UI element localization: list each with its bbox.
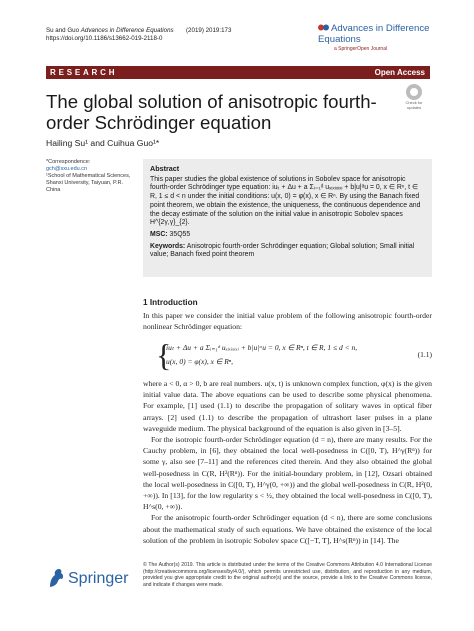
- keywords-line: [150, 243, 425, 260]
- correspondence-email[interactable]: gch@sxu.edu.cn: [46, 166, 88, 172]
- intro-p4-text: For the anisotropic fourth-order Schrödinger equation (d < n), there are some conclusions about the mathematical study of such equations. We have obtained the existence of the local solution of the problem in isotropic Sobolev space C([−T, T], H^s(Rⁿ)) in [14]. The: [143, 513, 432, 545]
- license-text: © The Author(s) 2019. This article is distributed under the terms of the Creative Commons Attribution 4.0 International License (http://creativecommons.org/licenses/by/4.0/), which permits unrestricted use, distribution, and reproduction in any medium, provided you give appropriate credit to the original author(s) and the source, provide a link to the Creative Commons license, and indicate if changes were made.: [143, 562, 432, 588]
- keywords-label: Keywords:: [150, 242, 186, 250]
- check-updates-icon: [406, 84, 422, 100]
- article-type-label: RESEARCH: [50, 68, 118, 77]
- correspondence-block: [46, 159, 136, 194]
- doi-link[interactable]: https://doi.org/10.1186/s13662-019-2118-0: [46, 35, 163, 42]
- open-access-label: Open Access: [374, 68, 425, 77]
- journal-logo-title: Advances in Difference Equations: [318, 23, 430, 45]
- intro-paragraph-1: [143, 310, 432, 332]
- affiliation: ¹School of Mathematical Sciences, Shanxi University, Taiyuan, P.R. China: [46, 173, 131, 193]
- abstract-box: [143, 159, 432, 277]
- intro-p2-text: where a < 0, α > 0, b are real numbers. u(x, t) is unknown complex function, φ(x) is the given initial value data. The above equations can be used to describe some physical phenomena. For example, [1] used (1.1) to describe the propagation of solitary waves in optical fiber arrays. [2] used (1.1) to describe the propagation of ultrashort laser pulses in a plane waveguide medium. The physical background of the equation is also given in [3–5].: [143, 379, 432, 433]
- abstract-text: This paper studies the global existence of solutions in Sobolev space for anisotropic fourth-order Schrödinger type equation: iuₜ + Δu + a Σᵢ₌₁ᵈ uₓᵢₓᵢₓᵢₓᵢ + b|u|ᵅu = 0, x ∈ Rⁿ, t ∈ R, 1 ≤ d < n under the initial conditions: u(x, 0) = φ(x), x ∈ Rⁿ. By using the Banach fixed point theorem, we obtain the existence, the uniqueness, the continuous dependence and the decay estimate of the solution on the initial value in anisotropic Sobolev spaces H^{2γ,γ}_{2}.: [150, 175, 421, 227]
- equation-line-2: u(x, 0) = φ(x), x ∈ Rⁿ,: [166, 357, 234, 366]
- equation-number: (1.1): [417, 350, 432, 359]
- intro-p1-text: In this paper we consider the initial value problem of the following anisotropic fourth-order nonlinear Schrödinger equation:: [143, 311, 432, 332]
- authors: Hailing Su¹ and Cuihua Guo¹*: [46, 138, 160, 148]
- journal-logo: [318, 23, 474, 52]
- correspondence-label: *Correspondence:: [46, 159, 91, 165]
- intro-p3-text: For the isotropic fourth-order Schrödinger equation (d = n), there are many results. For the Cauchy problem, in [6], they obtained the local well-posedness in C([0, T), H^γ(Rⁿ)) for some γ, also see [7–11] and the references cited therein. And they also obtained the global well-posedness in C(R, H²(Rⁿ)). For the initial-boundary problem, in [12], Ozsari obtained the local well-posedness in C([0, T), H^γ(0, +∞)) and the global well-posedness in C(R, H²(0, +∞)). In [13], for the low regularity s < ½, they obtained the local well-posedness in C([0, T), H^s(0, +∞)).: [143, 435, 432, 512]
- equation-1-1: [156, 337, 432, 373]
- journal-logo-subtitle: a SpringerOpen Journal: [334, 46, 388, 52]
- section-heading-introduction: 1 Introduction: [143, 298, 198, 307]
- msc-label: MSC:: [150, 230, 168, 238]
- check-updates-label: Check for updates: [405, 100, 423, 110]
- msc-line: [150, 231, 425, 240]
- keywords-text: Anisotropic fourth-order Schrödinger equation; Global solution; Small initial value; Banach fixed point theorem: [150, 242, 415, 259]
- equation-line-1: iuₜ + Δu + a Σᵢ₌₁ᵈ uₓᵢₓᵢₓᵢₓᵢ + b|u|ᵅu = 0, x ∈ Rⁿ, t ∈ R, 1 ≤ d < n,: [166, 343, 358, 352]
- citation-journal: Advances in Difference Equations: [80, 27, 174, 34]
- abstract-heading: Abstract: [150, 164, 180, 173]
- springer-horse-icon: [46, 567, 66, 589]
- article-title: The global solution of anisotropic fourth-order Schrödinger equation: [46, 91, 377, 133]
- article-type-bar: [46, 66, 430, 79]
- citation: [46, 27, 174, 43]
- check-for-updates-badge[interactable]: [401, 84, 427, 110]
- intro-body: [143, 378, 432, 546]
- citation-year-volume: (2019) 2019:173: [186, 27, 232, 34]
- journal-logo-icon: [318, 23, 329, 32]
- msc-code: 35Q55: [169, 230, 191, 238]
- equation-brace: {: [156, 337, 172, 373]
- springer-logo: [46, 567, 129, 594]
- citation-authors: Su and Guo: [46, 27, 81, 34]
- springer-wordmark: Springer: [68, 570, 129, 587]
